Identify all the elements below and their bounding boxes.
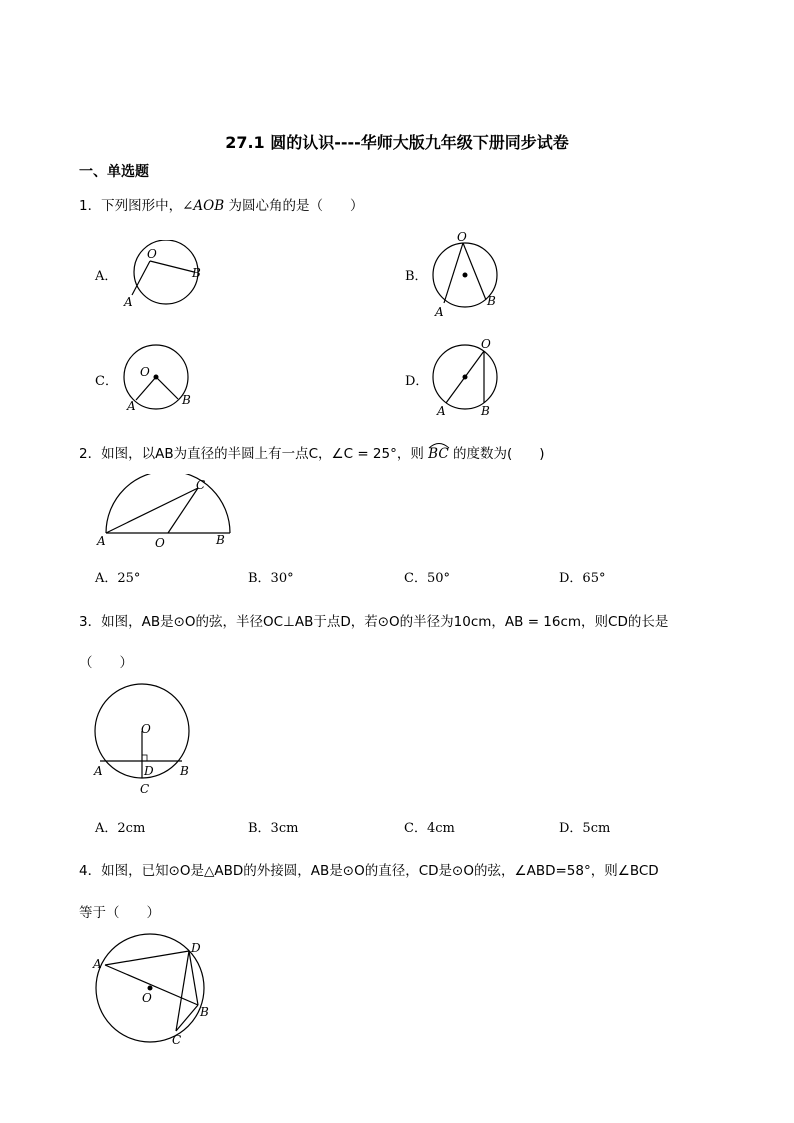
label-o: O: [457, 230, 467, 244]
page-title: 27.1 圆的认识----华师大版九年级下册同步试卷: [225, 133, 569, 152]
q1-option-c-label: C．: [95, 374, 118, 389]
label-b: B: [182, 393, 191, 407]
question-4-line-2: 等于（ ）: [79, 905, 160, 921]
q3-option-d: D．5cm: [559, 821, 611, 836]
q1-figure-c: [118, 343, 208, 415]
label-c: C: [172, 1033, 182, 1047]
q1-figure-d: [425, 335, 535, 420]
q3-option-a: A．2cm: [95, 821, 146, 836]
q2-option-d: D．65°: [559, 571, 606, 586]
label-c: C: [140, 782, 150, 796]
question-4-line-1: 4．如图，已知⊙O是△ABD的外接圆，AB是⊙O的直径，CD是⊙O的弦，∠ABD=58°，则∠BCD: [79, 863, 659, 879]
q1-option-a-label: A．: [95, 269, 118, 284]
question-2-suffix: 的度数为( ): [448, 446, 545, 462]
label-o: O: [147, 247, 157, 261]
label-b: B: [180, 764, 189, 778]
q2-option-b: B．30°: [248, 571, 294, 586]
question-1-prefix: 1．下列图形中，: [79, 198, 183, 214]
label-a: A: [93, 957, 102, 971]
q1-option-d-label: D．: [405, 374, 429, 389]
label-o: O: [141, 722, 151, 736]
question-1-math: ∠AOB: [182, 198, 225, 214]
label-d: D: [144, 764, 154, 778]
label-o: O: [481, 337, 491, 351]
label-a: A: [124, 295, 133, 309]
question-2-text: [79, 442, 545, 462]
question-2-prefix: 2．如图，以AB为直径的半圆上有一点C，∠C = 25°，则: [79, 446, 429, 462]
q3-option-c: C．4cm: [404, 821, 455, 836]
label-d: D: [191, 941, 201, 955]
label-b: B: [216, 533, 225, 547]
label-o: O: [142, 991, 152, 1005]
q1-figure-b: [425, 230, 535, 320]
q1-option-b-label: B．: [405, 269, 428, 284]
q2-option-c: C．50°: [404, 571, 450, 586]
label-c: C: [196, 478, 206, 492]
question-3-line-2: （ ）: [79, 655, 133, 671]
label-o: O: [155, 536, 165, 550]
q4-figure: [88, 932, 218, 1050]
q3-option-b: B．3cm: [248, 821, 299, 836]
label-o: O: [140, 365, 150, 379]
arc-mark-icon: [428, 441, 450, 449]
label-a: A: [94, 764, 103, 778]
label-a: A: [437, 404, 446, 418]
label-a: A: [435, 305, 444, 319]
label-b: B: [481, 404, 490, 418]
label-b: B: [200, 1005, 209, 1019]
q3-figure: [88, 683, 200, 798]
q2-figure: [92, 474, 242, 550]
label-a: A: [97, 534, 106, 548]
section-heading: 一、单选题: [79, 164, 149, 180]
q2-option-a: A．25°: [95, 571, 141, 586]
label-b: B: [487, 294, 496, 308]
label-a: A: [127, 399, 136, 413]
question-3-line-1: 3．如图，AB是⊙O的弦，半径OC⊥AB于点D，若⊙O的半径为10cm，AB = 16cm，则CD的长是: [79, 614, 669, 630]
question-2-arc-text: BC: [428, 446, 449, 462]
q1-figure-a: [118, 240, 218, 312]
label-b: B: [192, 266, 201, 280]
question-1-suffix: 为圆心角的是（ ）: [224, 198, 364, 214]
question-2-arc: [428, 446, 449, 462]
question-1-text: [79, 194, 363, 214]
